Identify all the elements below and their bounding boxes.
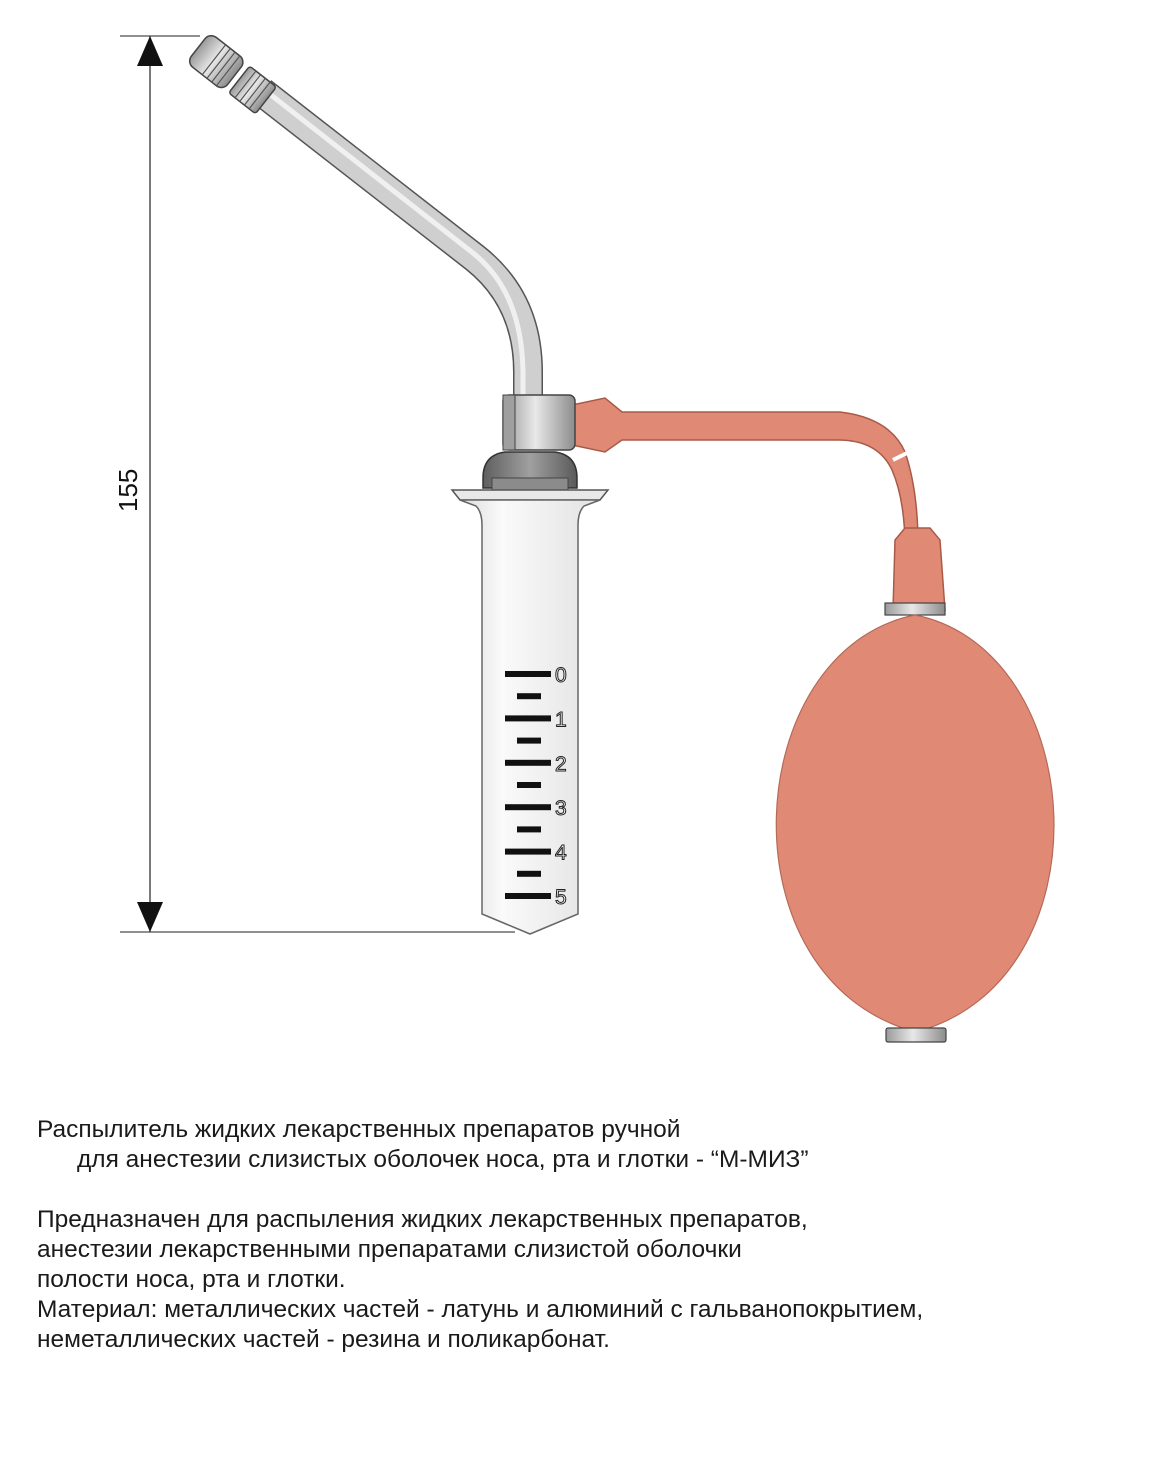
dimension-line [113, 36, 515, 932]
caption-title-line-1: Распылитель жидких лекарственных препаратов ручной [37, 1116, 681, 1143]
rubber-hose [572, 398, 945, 610]
scale-major-tick [505, 671, 551, 677]
arrow-up-icon [137, 36, 163, 66]
bulb-top-fitting [885, 603, 945, 615]
caption-desc-line-4: Материал: металлических частей - латунь и алюминий с гальванопокрытием, [37, 1296, 924, 1323]
caption-desc-line-1: Предназначен для распыления жидких лекарственных препаратов, [37, 1206, 808, 1233]
scale-label: 1 [555, 708, 567, 732]
rubber-bulb [776, 615, 1054, 1032]
scale-label: 3 [555, 797, 567, 821]
nozzle-tube [262, 88, 528, 400]
scale-minor-tick [517, 826, 541, 832]
scale-major-tick [505, 804, 551, 810]
scale-minor-tick [517, 871, 541, 877]
scale-minor-tick [517, 782, 541, 788]
valve-head [503, 395, 575, 450]
vial-seal [483, 452, 577, 490]
nozzle-tip [186, 32, 277, 115]
caption-desc-line-5: неметаллических частей - резина и поликарбонат. [37, 1326, 610, 1353]
caption-title-line-2: для анестезии слизистых оболочек носа, рта и глотки - “М-МИЗ” [77, 1146, 809, 1173]
caption [37, 1115, 1127, 1355]
scale-label: 0 [555, 664, 567, 687]
scale-major-tick [505, 849, 551, 855]
glass-vial [452, 490, 608, 934]
scale-major-tick [505, 760, 551, 766]
caption-desc-line-2: анестезии лекарственными препаратами слизистой оболочки [37, 1236, 742, 1263]
scale-label: 2 [555, 752, 567, 776]
scale-minor-tick [517, 738, 541, 744]
scale-label: 5 [555, 886, 567, 909]
scale-major-tick [505, 715, 551, 721]
arrow-down-icon [137, 902, 163, 932]
scale-label: 4 [555, 841, 567, 865]
bulb-bottom-fitting [886, 1028, 946, 1042]
scale-minor-tick [517, 693, 541, 699]
scale-major-tick [505, 893, 551, 899]
dimension-value: 155 [113, 468, 143, 512]
caption-desc-line-3: полости носа, рта и глотки. [37, 1266, 346, 1293]
